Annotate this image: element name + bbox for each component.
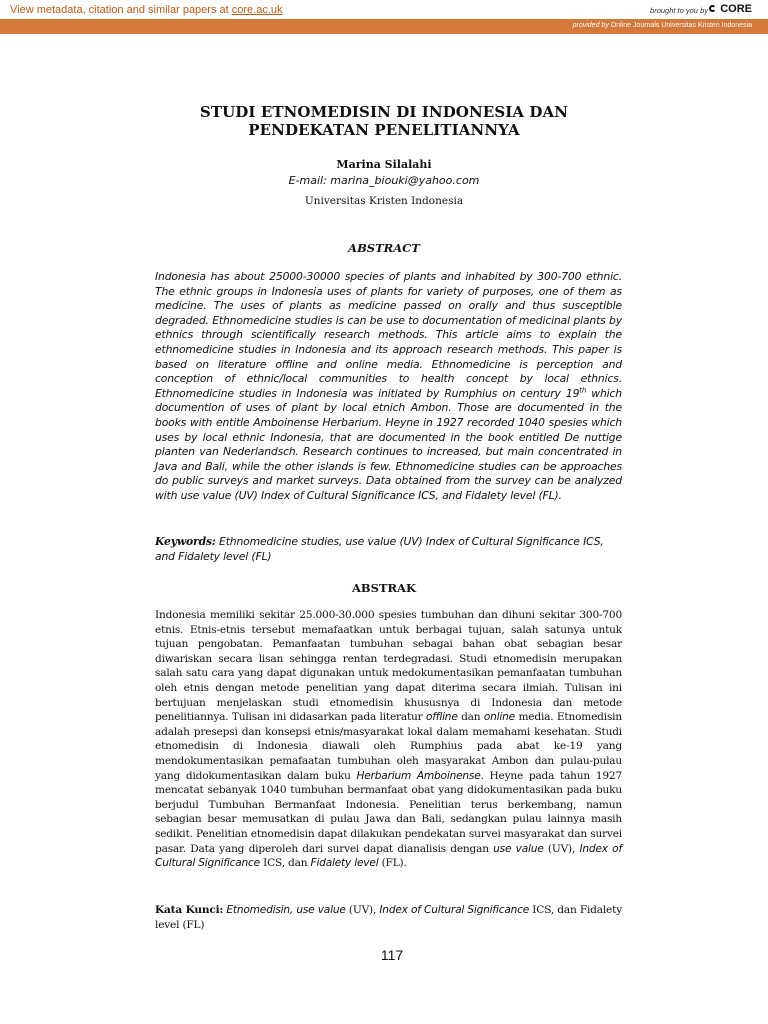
- abstrak-text-7: (FL).: [378, 857, 407, 870]
- abstract-body: [155, 270, 622, 504]
- abstrak-fidalety: Fidalety level: [310, 857, 379, 870]
- keywords: [155, 535, 622, 564]
- kata-text-2: (UV),: [345, 904, 380, 916]
- core-logo-text: CORE: [720, 3, 752, 15]
- page-number: 117: [380, 947, 404, 963]
- core-logo[interactable]: [709, 3, 752, 15]
- keywords-label: Keywords:: [155, 535, 216, 548]
- abstrak-text-6: ICS, dan: [259, 857, 311, 870]
- provided-by-text: [573, 22, 752, 29]
- paper-title: STUDI ETNOMEDISIN DI INDONESIA DAN PENDEKATAN PENELITIANNYA: [199, 103, 569, 139]
- core-ac-uk-link[interactable]: core.ac.uk: [231, 4, 283, 16]
- abstrak-herbarium: Herbarium Amboinense: [356, 769, 481, 782]
- provided-by-label: provided by: [572, 22, 609, 29]
- abstrak-ics: Index of Cultural Significance: [155, 842, 622, 870]
- abstrak-text-4: . Heyne pada tahun 1927 mencatat sebanyak 1040 tumbuhan bermanfaat obat yang didokumentasikan pada buku berjudul Tumbuhan Bermanfaat Indonesia. Penelitian terus berkembang, namun sebagian besar memusatkan di pulau Jawa dan Bali, sedangkan pulau lainnya masih sedikit. Penelitian etnomedisin dapat dilakukan pendekatan survei masyarakat dan survei pasar. Data yang diperoleh dari survei dapat dianalisis dengan: [155, 769, 622, 855]
- provided-by-source[interactable]: Online Journals Universitas Kristen Indonesia: [608, 22, 752, 29]
- kata-etno: Etnomedisin, use value: [226, 904, 346, 916]
- keywords-text: Ethnomedicine studies, use value (UV) Index of Cultural Significance ICS, and Fidalety level (FL): [155, 535, 604, 563]
- abstrak-offline: offline: [425, 711, 458, 724]
- abstrak-body: [155, 608, 622, 871]
- abstract-text-b: which documention of uses of plant by local etnich Ambon. Those are documented in the books with entitle Amboinense Herbarium. Heyne in 1927 recorded 1040 spesies which uses by local ethnic Indonesia, that are documented in the book entitled De nuttige planten van Nederlandsch. Research continues to increased, but main concentrated in Java and Bali, while the other islands is few. Ethnomedicine studies can be approaches do public surveys and market surveys. Data obtained from the survey can be analyzed with use value (UV) Index of Cultural Significance ICS, and Fidalety level (FL).: [155, 386, 622, 502]
- abstract-text-a: Indonesia has about 25000-30000 species of plants and inhabited by 300-700 ethnic. The ethnic groups in Indonesia uses of plants for variety of purposes, one of them as medicine. The uses of plants as medicine passed on orally and thus susceptible degraded. Ethnomedicine studies is can be use to documentation of medicinal plants by ethnics through scientifically research methods. This article aims to explain the ethnomedicine studies in Indonesia and its approach research methods. This paper is based on literature offline and online media. Ethnomedicine is perception and conception of ethnic/local communities to health concept by local ethnics. Ethnomedicine studies in Indonesia was initiated by Rumphius on century 19: [155, 270, 622, 400]
- kata-ics: Index of Cultural Significance: [379, 904, 530, 916]
- abstrak-heading: ABSTRAK: [352, 581, 416, 595]
- author-email: E-mail: marina_biouki@yahoo.com: [288, 174, 480, 187]
- view-metadata-label: View metadata, citation and similar papers at: [10, 4, 232, 16]
- abstract-superscript: th: [579, 386, 587, 395]
- author-name: Marina Silalahi: [336, 158, 432, 171]
- core-banner: [0, 0, 768, 20]
- abstrak-use-value: use value: [493, 842, 544, 855]
- kata-text-3: ICS, dan Fidalety level (FL): [155, 904, 622, 931]
- kata-kunci-label: Kata Kunci:: [155, 904, 224, 916]
- abstrak-text-3: media. Etnomedisin adalah presepsi dan konsepsi etnis/masyarakat lokal dalam memahami kesehatan. Studi etnomedisin di Indonesia diawali oleh Rumphius pada abat ke-19 yang mendokumentasikan pemafaatan tumbuhan oleh masyarakat Ambon dan pulau-pulau yang didokumentasikan dalam buku: [155, 711, 622, 782]
- abstrak-text-1: Indonesia memiliki sekitar 25.000-30.000 spesies tumbuhan dan dihuni sekitar 300-700 etnis. Etnis-etnis tersebut memafaatkan untuk berbagai tujuan, salah satunya untuk tujuan pengobatan. Pemanfaatan tumbuhan sebagai bahan obat sebagian besar diwariskan secara lisan sehingga rentan terdegradasi. Studi etnomedisin merupakan salah satu cara yang dapat digunakan untuk medokumentasikan pemanfaatan tumbuhan oleh etnis dengan metode penelitian yang dapat diterima secara ilmiah. Tulisan ini bertujuan menjelaskan studi etnomedisin khususnya di Indonesia dan metode penelitiannya. Tulisan ini didasarkan pada literatur: [155, 609, 622, 724]
- abstrak-online: online: [483, 711, 515, 724]
- view-metadata-text: [10, 4, 283, 16]
- abstrak-text-5: (UV),: [543, 842, 580, 855]
- abstrak-text-2: dan: [457, 711, 484, 724]
- abstract-heading: ABSTRACT: [348, 241, 420, 255]
- author-affiliation: Universitas Kristen Indonesia: [304, 195, 464, 207]
- kata-kunci: [155, 903, 622, 933]
- core-logo-icon: [709, 4, 718, 14]
- provided-by-bar: [0, 20, 768, 34]
- brought-to-you-text: brought to you by: [650, 6, 708, 15]
